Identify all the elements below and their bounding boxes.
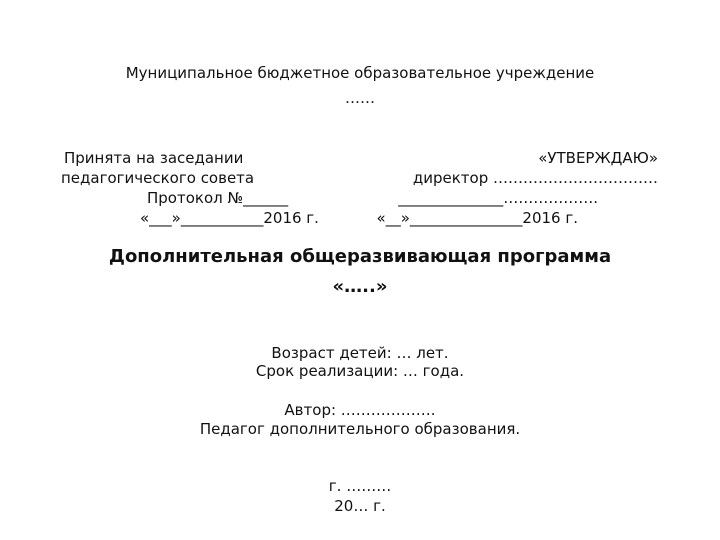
director-line: директор ……………………………	[412, 169, 658, 187]
protocol-number: Протокол №______	[147, 189, 289, 207]
approval-left-date: «___»___________2016 г.	[140, 209, 319, 227]
approved-stamp: «УТВЕРЖДАЮ»	[538, 149, 658, 167]
author-line: Автор: ……………….	[284, 401, 436, 419]
city-line: г. ………	[328, 477, 392, 495]
program-title: Дополнительная общеразвивающая программа	[108, 246, 612, 267]
year-line: 20… г.	[334, 497, 386, 515]
pedagogical-council: педагогического совета	[61, 169, 255, 187]
author-position: Педагог дополнительного образования.	[199, 420, 521, 438]
signature-line: ______________……………….	[398, 189, 598, 207]
adopted-at-meeting: Принята на заседании	[64, 149, 244, 167]
institution-name-placeholder: ……	[345, 89, 375, 107]
children-age: Возраст детей: … лет.	[271, 344, 449, 362]
program-name: «…..»	[332, 276, 388, 297]
implementation-period: Срок реализации: … года.	[255, 362, 465, 380]
institution-line: Муниципальное бюджетное образовательное учреждение	[125, 64, 595, 82]
approval-right-date: «__»_______________2016 г.	[376, 209, 578, 227]
